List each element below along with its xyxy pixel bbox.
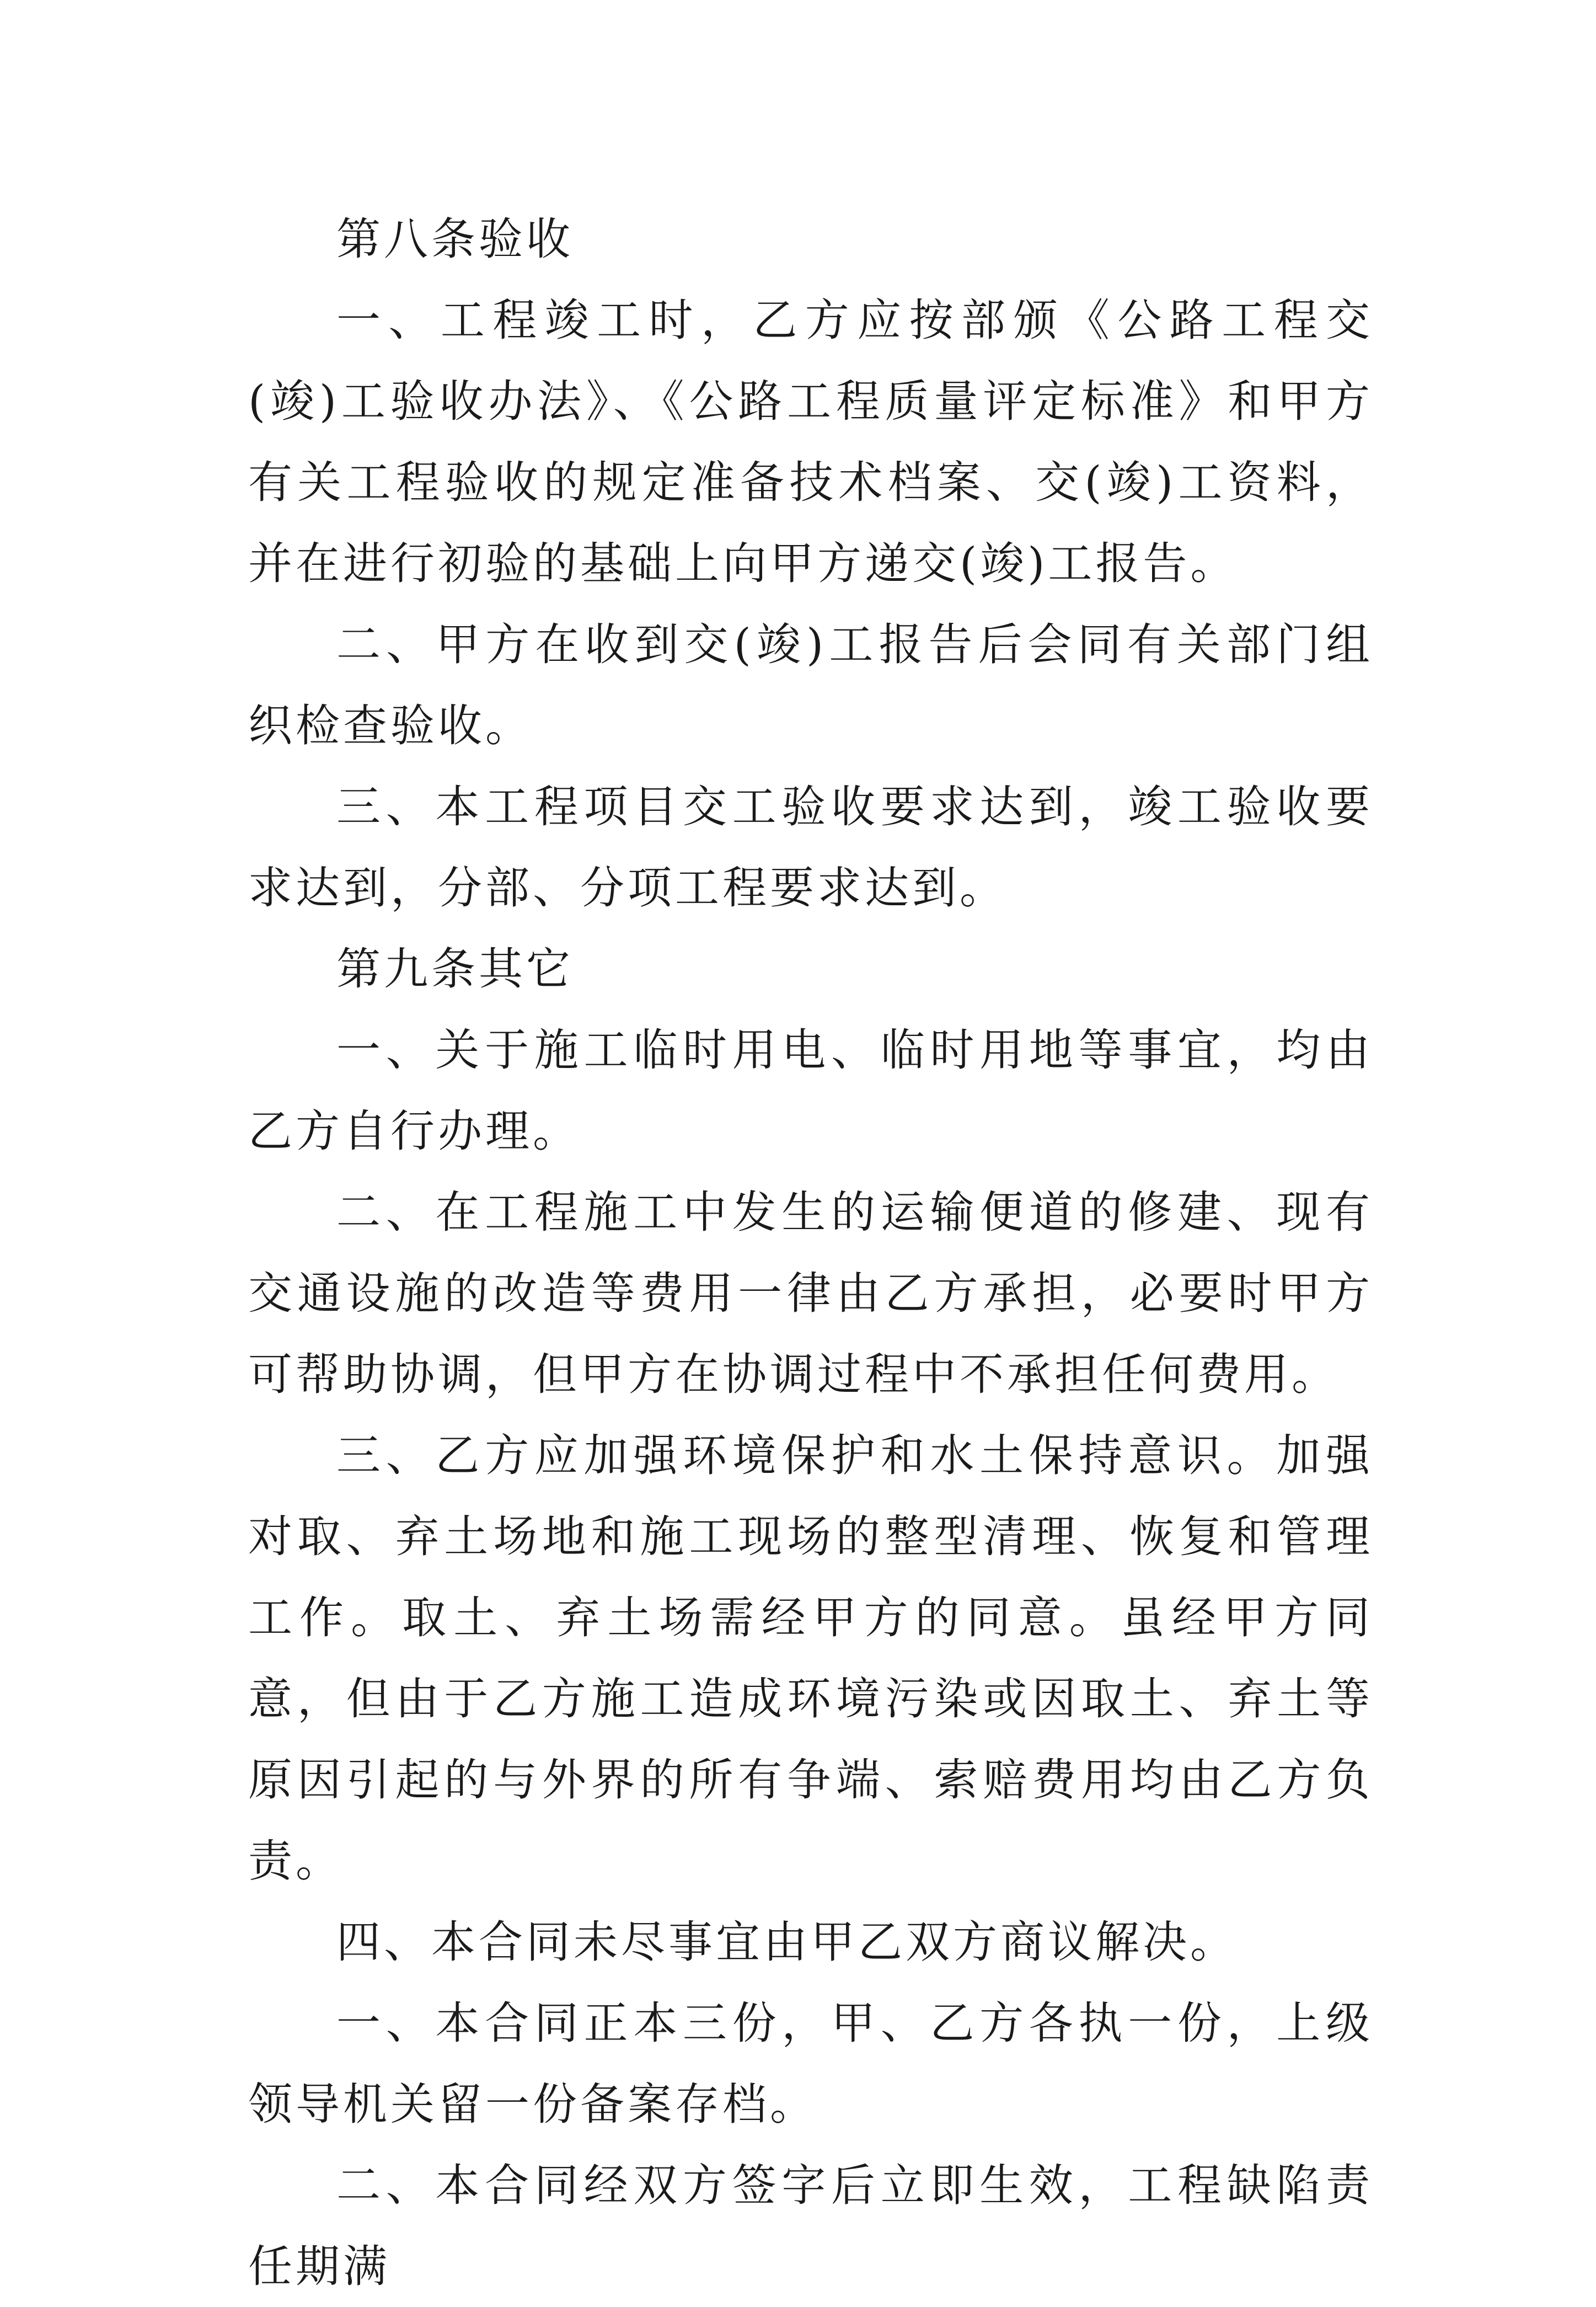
paragraph: 二、甲方在收到交(竣)工报告后会同有关部门组织检查验收。 [248,619,1373,751]
paragraph: 三、乙方应加强环境保护和水土保持意识。加强对取、弃土场地和施工现场的整型清理、恢复和管理工作。取土、弃土场需经甲方的同意。虽经甲方同意，但由于乙方施工造成环境污染或因取土、弃土等原因引起的与外界的所有争端、索赔费用均由乙方负责。 [248,1430,1373,1887]
paragraph: 一、工程竣工时，乙方应按部颁《公路工程交(竣)工验收办法》、《公路工程质量评定标准》和甲方有关工程验收的规定准备技术档案、交(竣)工资料，并在进行初验的基础上向甲方递交(竣)工报告。 [248,295,1373,589]
paragraph: 二、本合同经双方签字后立即生效，工程缺陷责任期满 [248,2160,1373,2292]
section-heading-article-9: 第九条其它 [336,943,574,995]
document-body [248,199,1373,2307]
paragraph: 二、在工程施工中发生的运输便道的修建、现有交通设施的改造等费用一律由乙方承担，必要时甲方可帮助协调，但甲方在协调过程中不承担任何费用。 [248,1187,1373,1400]
section-heading-article-8: 第八条验收 [336,213,574,265]
paragraph: 四、本合同未尽事宜由甲乙双方商议解决。 [336,1916,1238,1968]
paragraph: 三、本工程项目交工验收要求达到，竣工验收要求达到，分部、分项工程要求达到。 [248,781,1373,914]
paragraph: 一、本合同正本三份，甲、乙方各执一份，上级领导机关留一份备案存档。 [248,1998,1373,2130]
paragraph: 一、关于施工临时用电、临时用地等事宜，均由乙方自行办理。 [248,1024,1373,1157]
